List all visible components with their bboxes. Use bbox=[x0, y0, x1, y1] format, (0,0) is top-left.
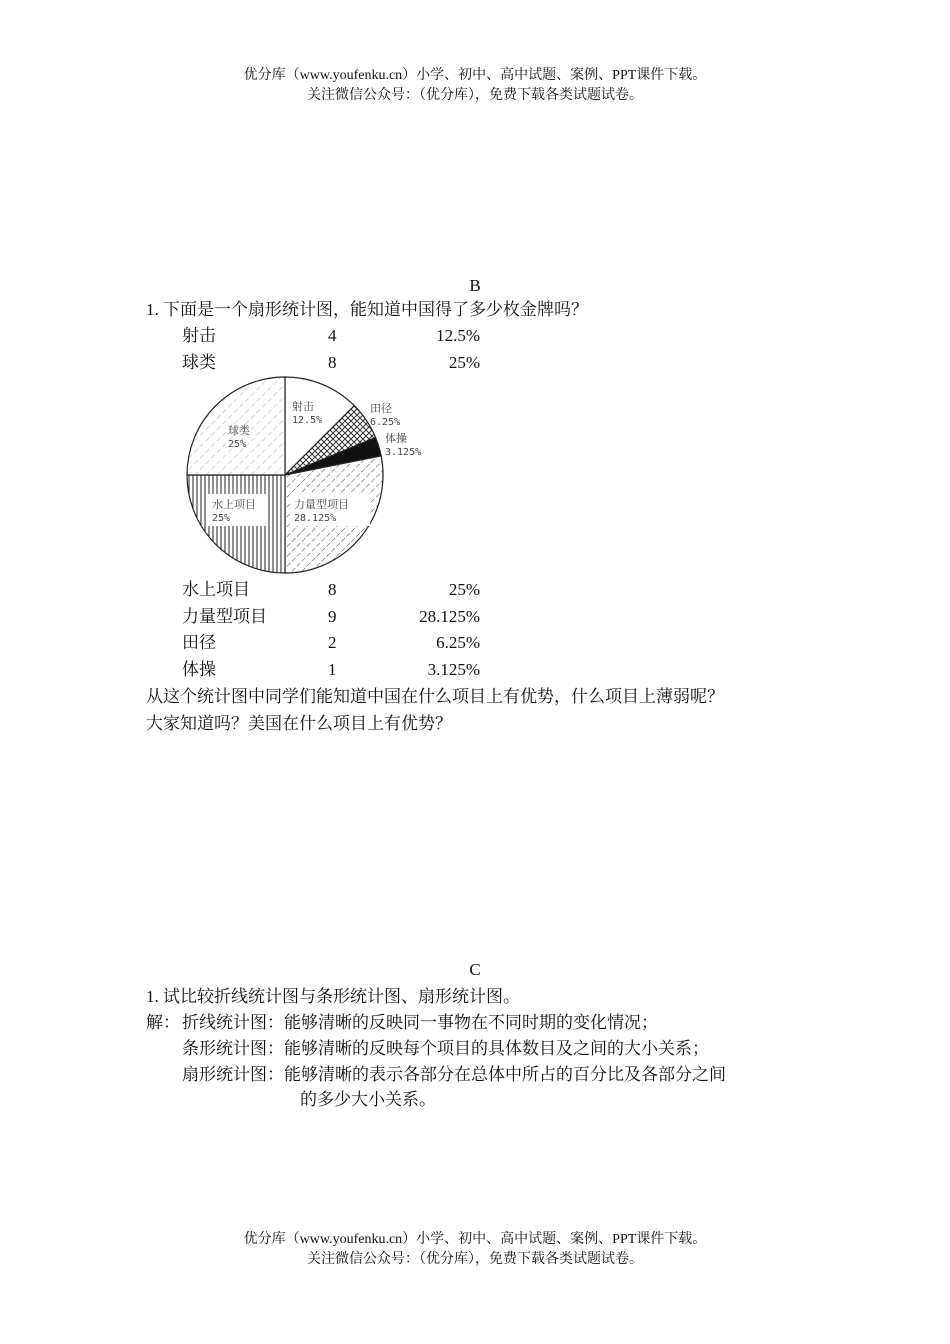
slice-value-label: 25% bbox=[212, 513, 231, 524]
section-b-followup-2: 大家知道吗？美国在什么项目上有优势？ bbox=[146, 714, 452, 733]
answer-line-1: 折线统计图：能够清晰的反映同一事物在不同时期的变化情况； bbox=[182, 1013, 658, 1032]
row-pct: 6.25% bbox=[436, 633, 480, 652]
table-row bbox=[182, 323, 482, 349]
header-line-2: 关注微信公众号：（优分库），免费下载各类试题试卷。 bbox=[307, 88, 643, 103]
table-row bbox=[182, 350, 482, 376]
section-c-title: C bbox=[469, 960, 481, 979]
slice-value-label: 25% bbox=[228, 439, 247, 450]
row-name: 体操 bbox=[182, 660, 216, 679]
slice-value-label: 6.25% bbox=[370, 417, 401, 428]
slice-value-label: 28.125% bbox=[294, 513, 337, 524]
page-footer bbox=[0, 1230, 950, 1270]
answer-line-4: 的多少大小关系。 bbox=[300, 1090, 436, 1109]
row-name: 力量型项目 bbox=[182, 607, 267, 626]
slice-label: 射击 bbox=[292, 400, 314, 413]
row-count: 2 bbox=[328, 633, 337, 652]
row-count: 9 bbox=[328, 607, 337, 626]
slice-label: 田径 bbox=[370, 402, 392, 415]
answer-prefix: 解： bbox=[146, 1013, 180, 1032]
slice-label: 体操 bbox=[385, 432, 407, 445]
table-row bbox=[182, 604, 482, 630]
row-pct: 25% bbox=[448, 580, 480, 599]
row-pct: 28.125% bbox=[419, 607, 480, 626]
pie-chart bbox=[180, 376, 430, 582]
row-pct: 12.5% bbox=[436, 326, 480, 345]
footer-line-2: 关注微信公众号：（优分库），免费下载各类试题试卷。 bbox=[307, 1252, 643, 1267]
table-row bbox=[182, 630, 482, 656]
slice-label: 水上项目 bbox=[212, 498, 256, 511]
row-pct: 25% bbox=[448, 353, 480, 372]
section-b-followup-1: 从这个统计图中同学们能知道中国在什么项目上有优势，什么项目上薄弱呢？ bbox=[146, 687, 724, 706]
row-count: 8 bbox=[328, 580, 337, 599]
section-b-question: 1. 下面是一个扇形统计图，能知道中国得了多少枚金牌吗？ bbox=[146, 300, 588, 319]
slice-value-label: 12.5% bbox=[292, 415, 323, 426]
header-line-1: 优分库（www.youfenku.cn）小学、初中、高中试题、案例、PPT课件下载。 bbox=[243, 68, 707, 83]
row-count: 4 bbox=[328, 326, 337, 345]
row-name: 水上项目 bbox=[182, 580, 250, 599]
slice-label: 力量型项目 bbox=[294, 498, 349, 511]
row-name: 田径 bbox=[182, 633, 216, 652]
answer-line-2: 条形统计图：能够清晰的反映每个项目的具体数目及之间的大小关系； bbox=[182, 1039, 709, 1058]
answer-line-3: 扇形统计图：能够清晰的表示各部分在总体中所占的百分比及各部分之间 bbox=[182, 1065, 726, 1084]
slice-label: 球类 bbox=[228, 424, 250, 437]
footer-line-1: 优分库（www.youfenku.cn）小学、初中、高中试题、案例、PPT课件下载。 bbox=[243, 1232, 707, 1247]
row-name: 射击 bbox=[182, 326, 216, 345]
slice-value-label: 3.125% bbox=[385, 447, 422, 458]
row-count: 1 bbox=[328, 660, 337, 679]
row-pct: 3.125% bbox=[427, 660, 480, 679]
row-name: 球类 bbox=[182, 353, 216, 372]
section-c-question: 1. 试比较折线统计图与条形统计图、扇形统计图。 bbox=[146, 987, 520, 1006]
row-count: 8 bbox=[328, 353, 337, 372]
section-b-title: B bbox=[469, 276, 481, 295]
table-row bbox=[182, 577, 482, 603]
page-header bbox=[0, 66, 950, 106]
table-row bbox=[182, 657, 482, 683]
